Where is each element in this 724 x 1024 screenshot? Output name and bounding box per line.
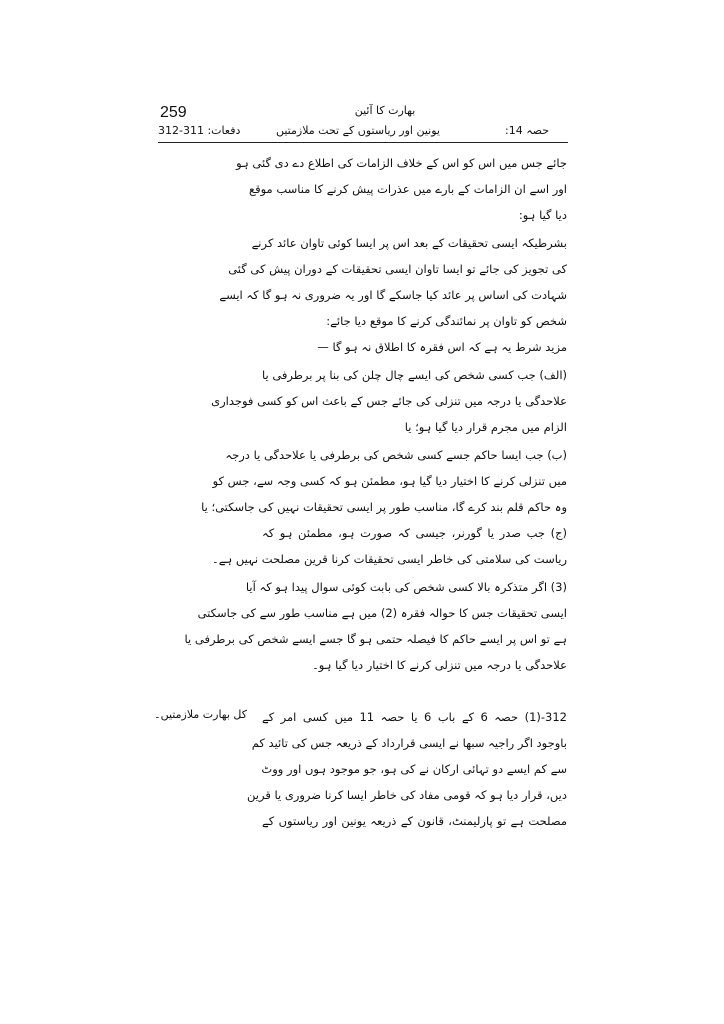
text-line: میں تنزلی کرنے کا اختیار دیا گیا ہو، مطمئن ہو کہ کسی وجہ سے، جس کو xyxy=(212,474,567,488)
text-line: ہے تو اس پر ایسے حاکم کا فیصلہ حتمی ہو گا جسے ایسے شخص کی برطرفی یا xyxy=(184,632,567,646)
text-line: (3) اگر متذکرہ بالا کسی شخص کی بابت کوئی سوال پیدا ہو کہ آیا xyxy=(245,580,567,594)
text-line: ایسی تحقیقات جس کا حوالہ فقرہ (2) میں ہے مناسب طور سے کی جاسکتی xyxy=(197,606,567,620)
text-line: ریاست کی سلامتی کی خاطر ایسی تحقیقات کرنا قرین مصلحت نہیں ہے۔ xyxy=(212,552,567,566)
text-line: شہادت کی اساس پر عائد کیا جاسکے گا اور یہ ضروری نہ ہو گا کہ ایسے xyxy=(219,288,567,302)
text-line: دیں، قرار دیا ہو کہ قومی مفاد کی خاطر ایسا کرنا ضروری یا قرین xyxy=(247,788,567,802)
header-title: بھارت کا آئین xyxy=(354,104,416,117)
header-part-label: حصہ 14: xyxy=(505,124,549,137)
text-line: بشرطیکہ ایسی تحقیقات کے بعد اس پر ایسا کوئی تاوان عائد کرنے xyxy=(251,236,567,250)
text-line: الزام میں مجرم قرار دیا گیا ہو؛ یا xyxy=(404,420,567,434)
header-sections-label: دفعات: 311-312 xyxy=(158,124,241,137)
text-line: علاحدگی یا درجہ میں تنزلی کرنے کا اختیار دیا گیا ہو۔ xyxy=(312,658,567,672)
margin-note: کل بھارت ملازمتیں۔ xyxy=(154,708,247,721)
page-number: 259 xyxy=(160,104,187,121)
text-line: شخص کو تاوان پر نمائندگی کرنے کا موقع دیا جائے: xyxy=(326,314,567,328)
text-line: 312-(1) حصہ 6 کے باب 6 یا حصہ 11 میں کسی امر کے xyxy=(262,710,567,724)
text-line: اور اسے ان الزامات کے بارے میں عذرات پیش کرنے کا مناسب موقع xyxy=(248,182,567,196)
text-line: کی تجویز کی جائے تو ایسا تاوان ایسی تحقیقات کے دوران پیش کی گئی xyxy=(228,262,567,276)
text-line: مصلحت ہے تو پارلیمنٹ، قانون کے ذریعہ یونین اور ریاستوں کے xyxy=(262,814,567,828)
text-line: سے کم ایسے دو تہائی ارکان نے کی ہو، جو موجود ہوں اور ووٹ xyxy=(261,762,567,776)
text-line: باوجود اگر راجیہ سبھا نے ایسی قرارداد کے ذریعہ جس کی تائید کم xyxy=(251,736,567,750)
text-line: (ب) جب ایسا حاکم جسے کسی شخص کی برطرفی یا علاحدگی یا درجہ xyxy=(225,448,567,462)
text-line: مزید شرط یہ ہے کہ اس فقرہ کا اطلاق نہ ہو گا — xyxy=(317,340,567,354)
text-line: (الف) جب کسی شخص کی ایسے چال چلن کی بنا پر برطرفی یا xyxy=(261,368,567,382)
text-line: جائے جس میں اس کو اس کے خلاف الزامات کی اطلاع دے دی گئی ہو xyxy=(236,156,567,170)
text-line: دیا گیا ہو: xyxy=(518,208,567,222)
text-line: (ج) جب صدر یا گورنر، جیسی کہ صورت ہو، مطمئن ہو کہ xyxy=(262,526,567,540)
text-line: وہ حاکم قلم بند کرے گا، مناسب طور پر ایسی تحقیقات نہیں کی جاسکتی؛ یا xyxy=(201,500,567,514)
header-divider xyxy=(158,142,568,143)
text-line: علاحدگی یا درجہ میں تنزلی کی جائے جس کے باعث اس کو کسی فوجداری xyxy=(211,394,567,408)
header-subtitle: یونین اور ریاستوں کے تحت ملازمتیں xyxy=(275,124,440,137)
